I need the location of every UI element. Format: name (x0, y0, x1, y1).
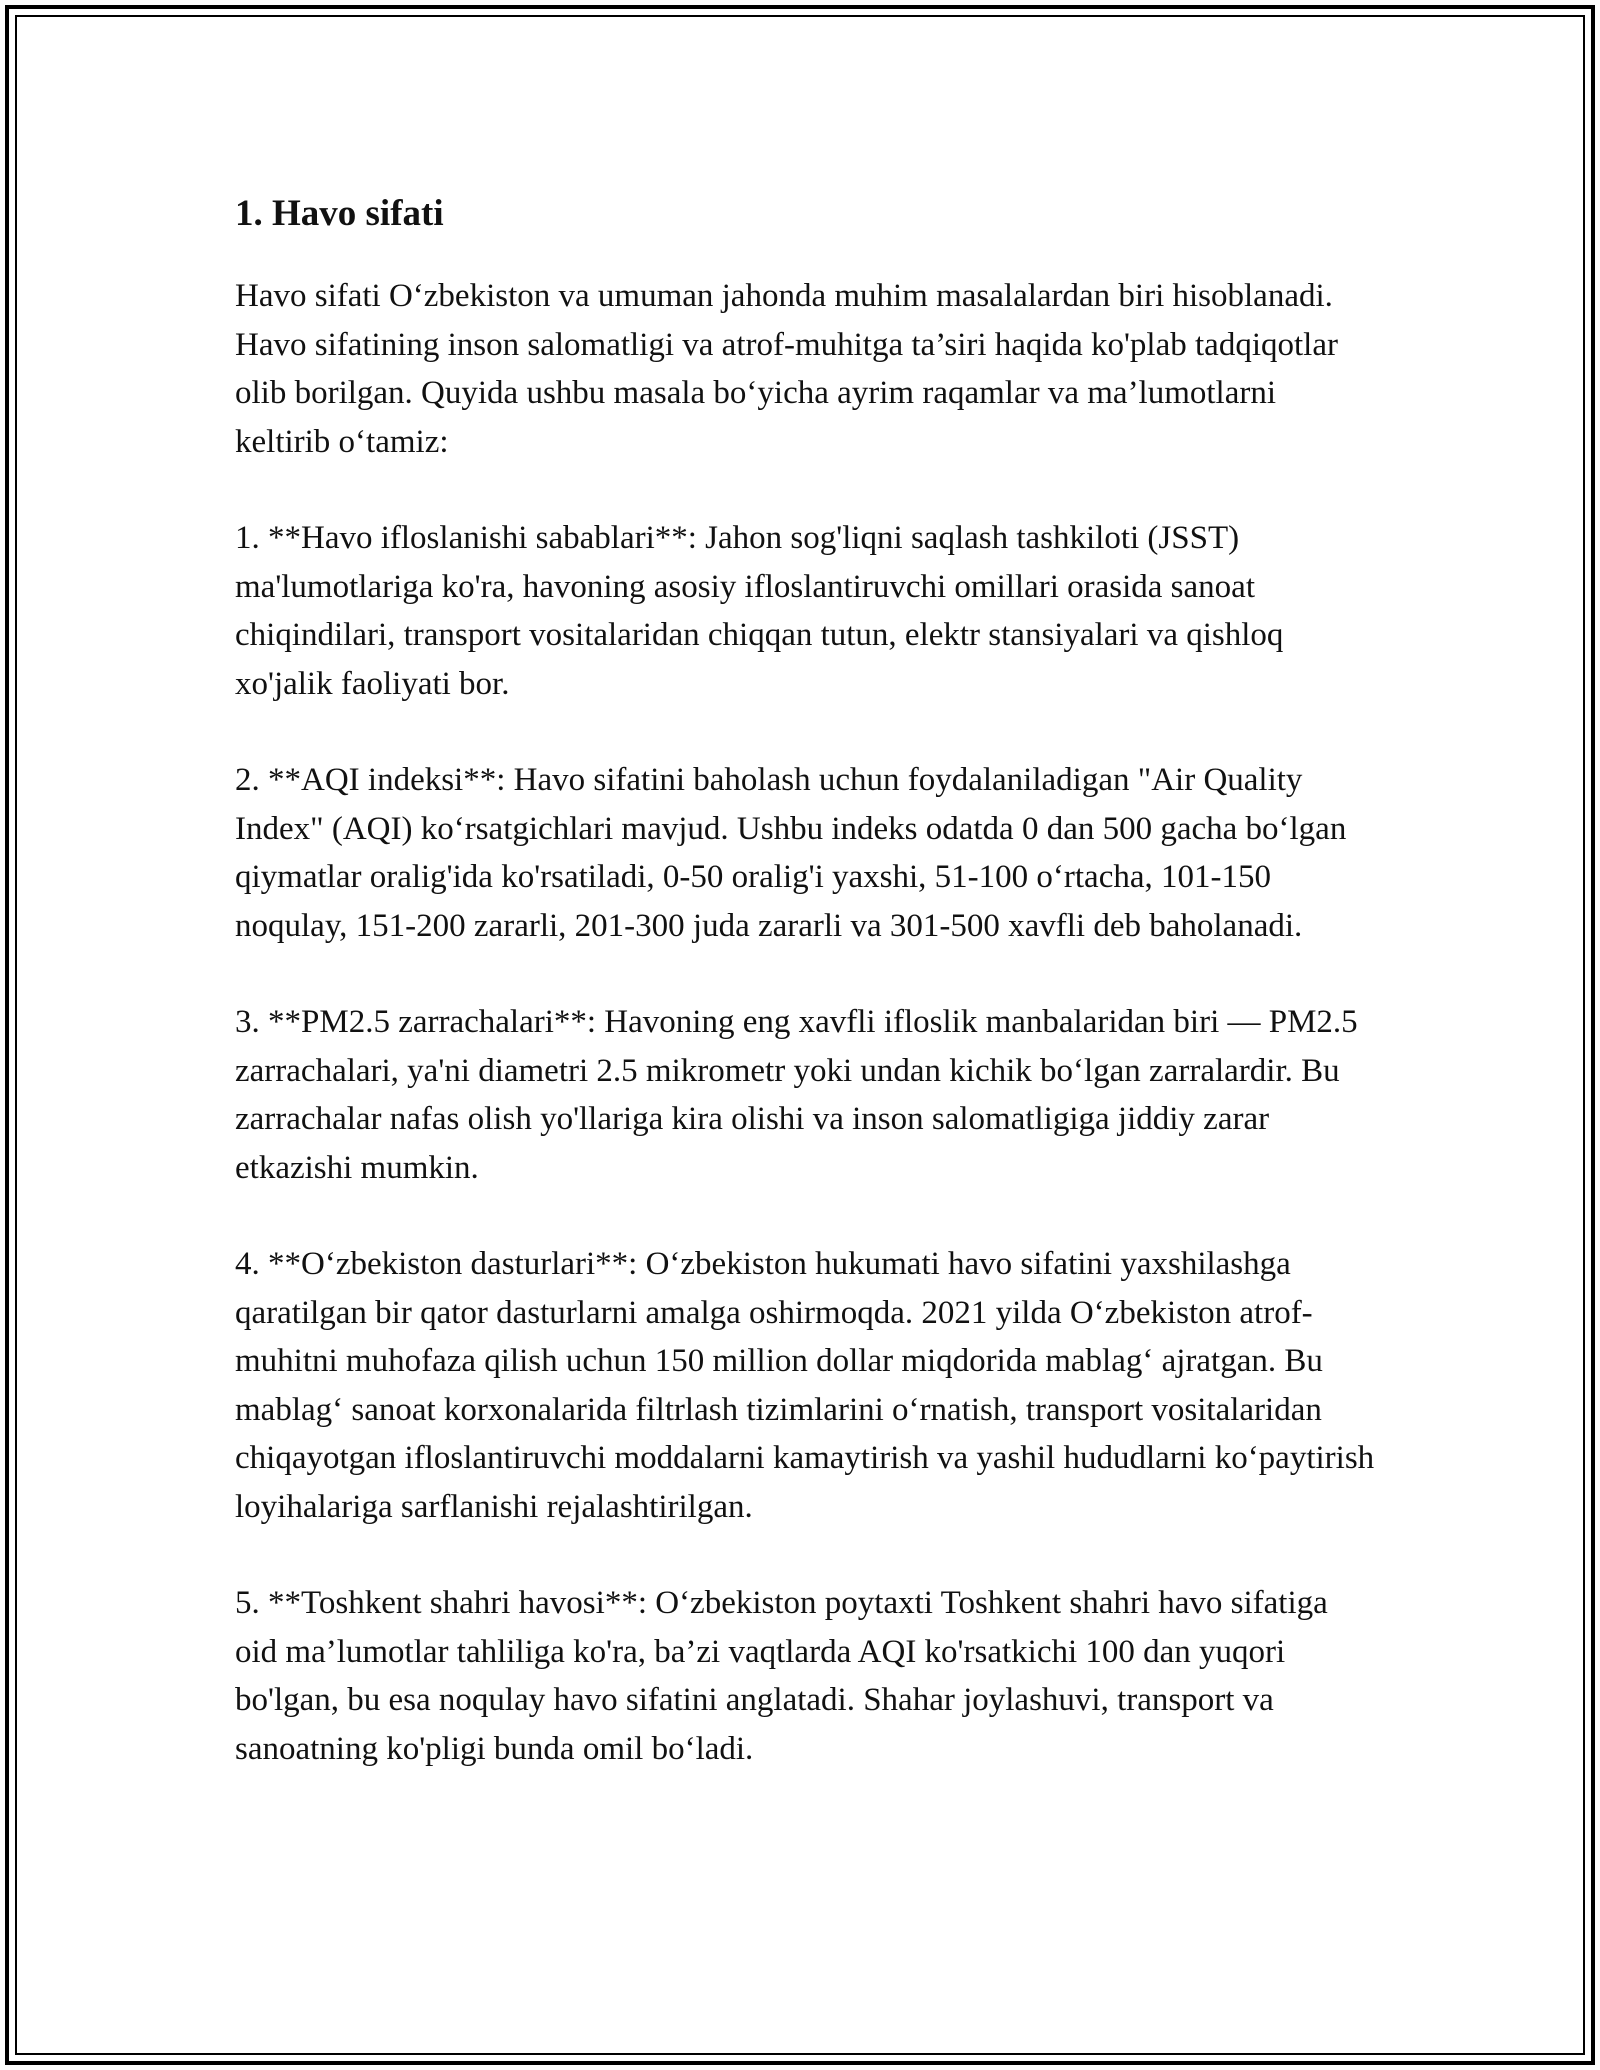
intro-paragraph: Havo sifati O‘zbekiston va umuman jahonda muhim masalalardan biri hisoblanadi. Havo sifatining inson salomatligi va atrof-muhitga ta’siri haqida ko'plab tadqiqotlar olib borilgan. Quyida ushbu masala bo‘yicha ayrim raqamlar va ma’lumotlarni keltirib o‘tamiz: (235, 278, 1338, 460)
section-title: 1. Havo sifati (235, 193, 444, 234)
paragraph-pollution-causes: 1. **Havo ifloslanishi sabablari**: Jahon sog'liqni saqlash tashkiloti (JSST) ma'lumotlariga ko'ra, havoning asosiy ifloslantiruvchi omillari orasida sanoat chiqindilari, transport vositalaridan chiqqan tutun, elektr stansiyalari va qishloq xo'jalik faoliyati bor. (235, 520, 1284, 702)
paragraph-pm25: 3. **PM2.5 zarrachalari**: Havoning eng xavfli ifloslik manbalaridan biri — PM2.5 zarrachalari, ya'ni diametri 2.5 mikrometr yoki undan kichik bo‘lgan zarralardir. Bu zarrachalar nafas olish yo'llariga kira olishi va inson salomatligiga jiddiy zarar etkazishi mumkin. (235, 1004, 1358, 1186)
paragraph-aqi-index: 2. **AQI indeksi**: Havo sifatini baholash uchun foydalaniladigan "Air Quality Index" (AQI) ko‘rsatgichlari mavjud. Ushbu indeks odatda 0 dan 500 gacha bo‘lgan qiymatlar oralig'ida ko'rsatiladi, 0-50 oralig'i yaxshi, 51-100 o‘rtacha, 101-150 noqulay, 151-200 zararli, 201-300 juda zararli va 301-500 xavfli deb baholanadi. (235, 762, 1347, 944)
paragraph-uzbekistan-programs: 4. **O‘zbekiston dasturlari**: O‘zbekiston hukumati havo sifatini yaxshilashga qaratilgan bir qator dasturlarni amalga oshirmoqda. 2021 yilda O‘zbekiston atrof-muhitni muhofaza qilish uchun 150 million dollar miqdorida mablag‘ ajratgan. Bu mablag‘ sanoat korxonalarida filtrlash tizimlarini o‘rnatish, transport vositalaridan chiqayotgan ifloslantiruvchi moddalarni kamaytirish va yashil hududlarni ko‘paytirish loyihalariga sarflanishi rejalashtirilgan. (235, 1246, 1375, 1525)
document-body (235, 186, 1375, 1821)
paragraph-tashkent-air: 5. **Toshkent shahri havosi**: O‘zbekiston poytaxti Toshkent shahri havo sifatiga oid ma’lumotlar tahliliga ko'ra, ba’zi vaqtlarda AQI ko'rsatkichi 100 dan yuqori bo'lgan, bu esa noqulay havo sifatini anglatadi. Shahar joylashuvi, transport va sanoatning ko'pligi bunda omil bo‘ladi. (235, 1585, 1328, 1767)
